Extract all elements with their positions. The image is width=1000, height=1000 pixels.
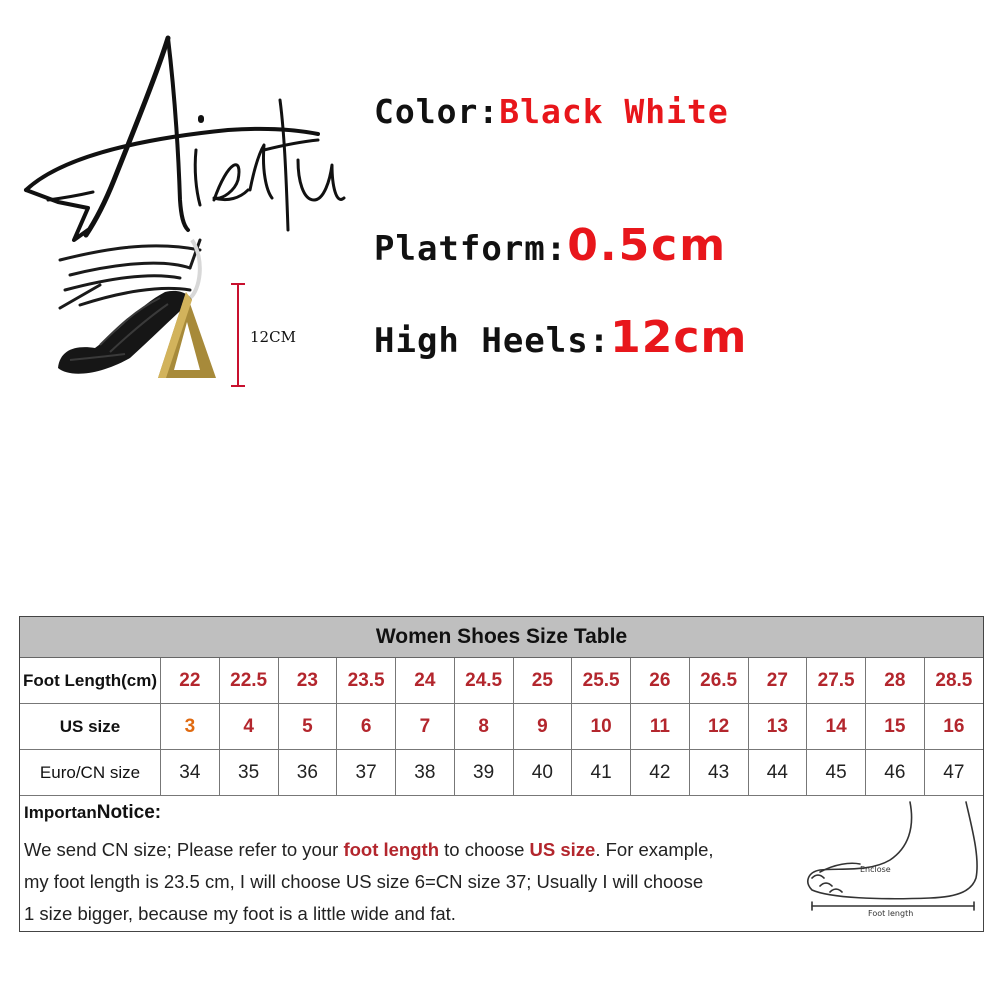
notice-heading-part-a: Importan (24, 803, 97, 822)
platform-label: Platform: (374, 229, 568, 269)
us-size-cell: 4 (219, 704, 278, 750)
foot-length-cell: 22.5 (219, 658, 278, 704)
eu-size-cell: 43 (689, 750, 748, 796)
eu-size-cell: 42 (631, 750, 690, 796)
foot-length-cell: 23.5 (337, 658, 396, 704)
foot-length-cell: 23 (278, 658, 337, 704)
foot-length-cell: 25 (513, 658, 572, 704)
us-size-cell: 16 (924, 704, 983, 750)
foot-length-row (20, 658, 983, 704)
us-size-row (20, 704, 983, 750)
eu-size-cell: 44 (748, 750, 807, 796)
foot-length-cell: 28.5 (924, 658, 983, 704)
eu-size-row (20, 750, 983, 796)
platform-spec (374, 220, 727, 271)
notice-heading (24, 802, 161, 824)
us-size-cell: 5 (278, 704, 337, 750)
us-size-cell: 15 (866, 704, 925, 750)
color-value: Black White (499, 92, 729, 131)
foot-length-cell: 27.5 (807, 658, 866, 704)
platform-value: 0.5cm (567, 220, 728, 271)
eu-size-cell: 39 (454, 750, 513, 796)
us-size-cell: 8 (454, 704, 513, 750)
us-size-cell: 14 (807, 704, 866, 750)
foot-length-cell: 25.5 (572, 658, 631, 704)
foot-length-cell: 27 (748, 658, 807, 704)
us-size-cell: 10 (572, 704, 631, 750)
us-size-cell: 6 (337, 704, 396, 750)
notice-line-3: 1 size bigger, because my foot is a little wide and fat. (24, 903, 456, 924)
sandal-image (40, 180, 240, 400)
eu-size-cell: 47 (924, 750, 983, 796)
foot-length-header: Foot Length(cm) (20, 658, 161, 704)
us-size-cell: 11 (631, 704, 690, 750)
notice-heading-part-b: Notice: (96, 802, 162, 823)
notice-section (20, 796, 983, 933)
notice-line-1 (24, 834, 784, 866)
us-size-cell: 13 (748, 704, 807, 750)
foot-measure-diagram (790, 798, 980, 928)
enclose-label: Enclose (860, 865, 891, 874)
notice-line-1-c: . For example, (595, 839, 714, 860)
eu-size-cell: 36 (278, 750, 337, 796)
notice-line-1-a: We send CN size; Please refer to your (24, 839, 344, 860)
heel-height-marker (226, 280, 250, 390)
eu-size-header: Euro/CN size (20, 750, 161, 796)
heel-height-label: 12CM (250, 328, 296, 346)
size-table-panel (19, 616, 984, 932)
color-label: Color: (374, 92, 500, 131)
eu-size-cell: 45 (807, 750, 866, 796)
us-size-highlight: US size (529, 839, 596, 860)
notice-line-2: my foot length is 23.5 cm, I will choose US size 6=CN size 37; Usually I will choose (24, 871, 704, 892)
foot-length-cell: 24.5 (454, 658, 513, 704)
size-table-title: Women Shoes Size Table (20, 617, 983, 658)
foot-length-cell: 24 (396, 658, 455, 704)
foot-length-cell: 26.5 (689, 658, 748, 704)
color-spec (374, 92, 729, 131)
foot-length-cell: 22 (161, 658, 220, 704)
eu-size-cell: 38 (396, 750, 455, 796)
eu-size-cell: 35 (219, 750, 278, 796)
size-table (20, 658, 983, 796)
foot-length-highlight: foot length (343, 839, 439, 860)
us-size-cell: 9 (513, 704, 572, 750)
foot-length-cell: 26 (631, 658, 690, 704)
eu-size-cell: 37 (337, 750, 396, 796)
heels-value: 12cm (610, 312, 748, 363)
us-size-cell: 3 (161, 704, 220, 750)
us-size-cell: 12 (689, 704, 748, 750)
foot-length-cell: 28 (866, 658, 925, 704)
eu-size-cell: 34 (161, 750, 220, 796)
heels-spec (374, 312, 747, 363)
eu-size-cell: 46 (866, 750, 925, 796)
eu-size-cell: 41 (572, 750, 631, 796)
foot-length-diagram-label: Foot length (868, 909, 914, 918)
notice-text (24, 834, 784, 930)
heels-label: High Heels: (374, 321, 611, 361)
us-size-header: US size (20, 704, 161, 750)
eu-size-cell: 40 (513, 750, 572, 796)
us-size-cell: 7 (396, 704, 455, 750)
notice-line-1-b: to choose (439, 839, 530, 860)
